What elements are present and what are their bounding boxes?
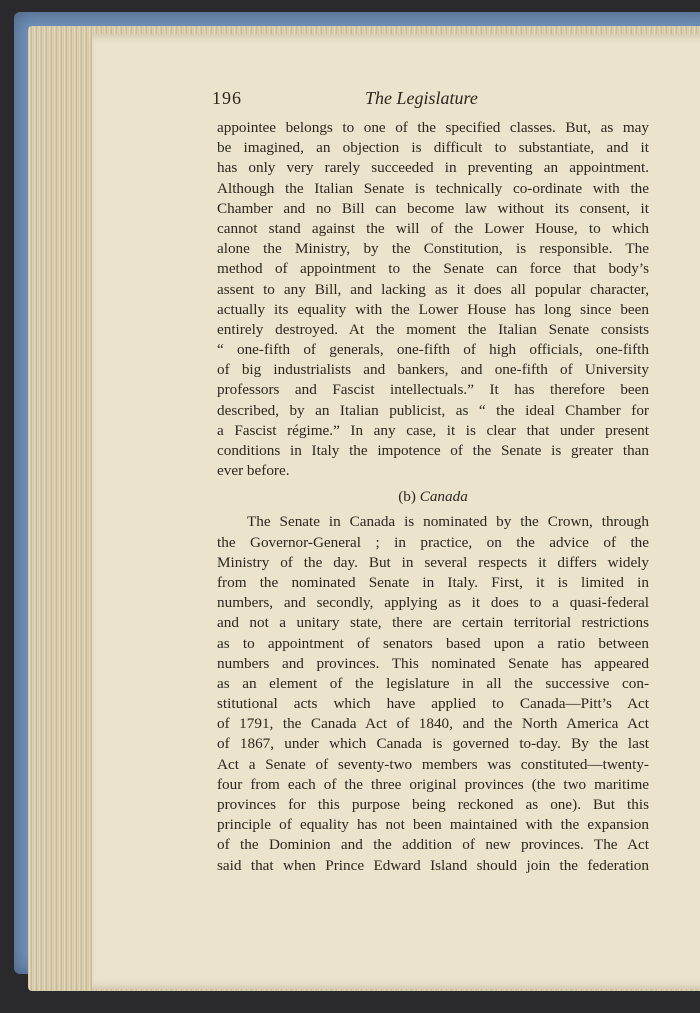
text-line: numbers, and secondly, applying as it does to a quasi-federal: [217, 594, 649, 612]
text-line: alone the Ministry, by the Constitution, is responsible. The: [217, 240, 649, 258]
text-line: principle of equality has not been maintained with the expansion: [217, 816, 649, 834]
text-line: Ministry of the day. But in several respects it differs widely: [217, 553, 649, 571]
text-line: of 1867, under which Canada is governed to-day. By the last: [217, 735, 649, 753]
text-body: [217, 118, 649, 876]
text-line: Although the Italian Senate is technically co-ordinate with the: [217, 179, 649, 197]
page-number: 196: [212, 88, 242, 108]
text-line: be imagined, an objection is difficult to substantiate, and it: [217, 139, 649, 157]
text-line: conditions in Italy the impotence of the Senate is greater than: [217, 442, 649, 459]
text-line: “ one-fifth of generals, one-fifth of high officials, one-fifth: [217, 341, 649, 359]
text-line: numbers and provinces. This nominated Senate has appeared: [217, 654, 649, 672]
text-line: a Fascist régime.” In any case, it is clear that under present: [217, 421, 649, 439]
text-line: The Senate in Canada is nominated by the Crown, through: [247, 513, 649, 531]
text-line: as to appointment of senators based upon a ratio between: [217, 634, 649, 652]
text-line: actually its equality with the Lower House has long since been: [217, 300, 649, 318]
subheading-marker: (b): [398, 488, 416, 506]
section-subheading: [217, 484, 649, 510]
text-line: entirely destroyed. At the moment the Italian Senate consists: [217, 320, 649, 338]
text-line: of big industrialists and bankers, and one-fifth of University: [217, 361, 649, 379]
text-line: provinces for this purpose being reckoned as one). But this: [217, 796, 649, 813]
text-line: cannot stand against the will of the Lower House, to which: [217, 219, 649, 237]
text-line: four from each of the three original provinces (the two maritime: [217, 775, 649, 793]
text-line: of the Dominion and the addition of new provinces. The Act: [217, 836, 649, 854]
text-line: professors and Fascist intellectuals.” It has therefore been: [217, 381, 649, 399]
text-line: and not a unitary state, there are certain territorial restrictions: [217, 614, 649, 632]
text-line: as an element of the legislature in all the successive con-: [217, 674, 649, 692]
text-line: assent to any Bill, and lacking as it does all popular character,: [217, 280, 649, 298]
text-line: described, by an Italian publicist, as “ the ideal Chamber for: [217, 401, 649, 419]
subheading-name: Canada: [419, 488, 468, 506]
text-line: the Governor-General ; in practice, on the advice of the: [217, 533, 649, 551]
text-line: has only very rarely succeeded in preventing an appointment.: [217, 159, 649, 177]
text-line: method of appointment to the Senate can force that body’s: [217, 260, 649, 278]
text-line: Chamber and no Bill can become law without its consent, it: [217, 199, 649, 217]
text-line: of 1791, the Canada Act of 1840, and the North America Act: [217, 715, 649, 733]
text-line: appointee belongs to one of the specified classes. But, as may: [217, 119, 649, 136]
text-line: ever before.: [217, 462, 290, 480]
text-line: said that when Prince Edward Island should join the federation: [217, 856, 649, 874]
running-title: The Legislature: [365, 88, 478, 108]
paragraph-canada: [217, 512, 649, 875]
page-header: [212, 88, 642, 114]
text-line: from the nominated Senate in Italy. First, it is limited in: [217, 573, 649, 591]
text-line: stitutional acts which have applied to Canada—Pitt’s Act: [217, 695, 649, 713]
paragraph-italian-senate: [217, 118, 649, 481]
text-line: Act a Senate of seventy-two members was constituted—twenty-: [217, 755, 649, 773]
